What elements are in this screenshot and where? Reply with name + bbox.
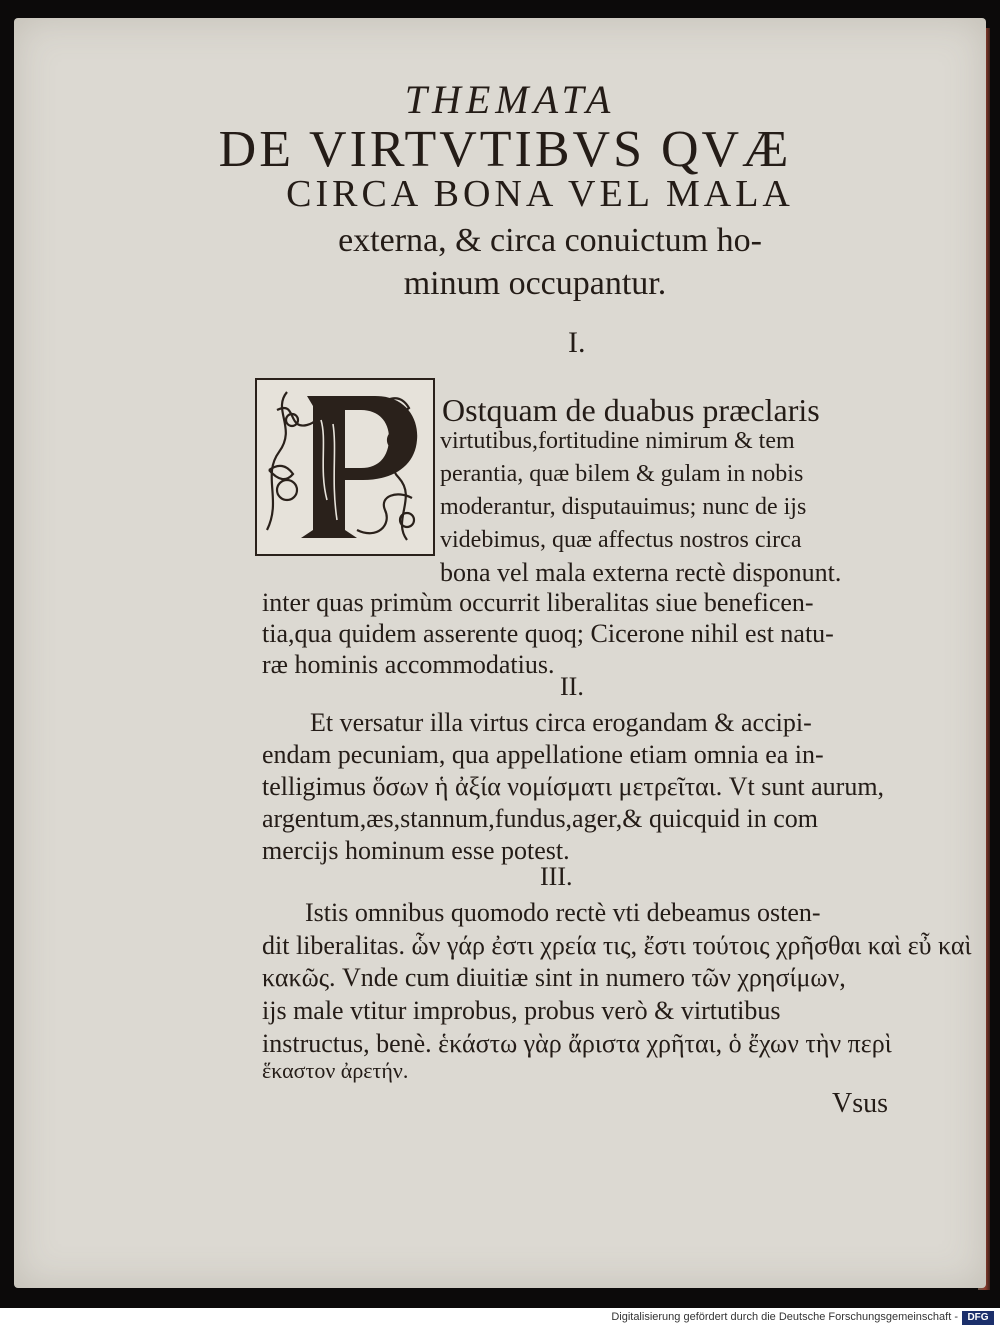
title-line-4: externa, & circa conuictum ho-	[338, 222, 762, 259]
section-3-line-3: κακῶς. Vnde cum diuitiæ sint in numero τῶν χρησίμων,	[262, 963, 846, 992]
section-numeral-2: II.	[560, 672, 584, 701]
section-3-line-5: instructus, benè. ἑκάστω γὰρ ἄριστα χρῆται, ὁ ἔχων τὴν περὶ	[262, 1029, 892, 1058]
section-1-line-8: tia,qua quidem asserente quoq; Cicerone nihil est natu-	[262, 619, 834, 648]
section-1-line-4: moderantur, disputauimus; nunc de ijs	[440, 494, 807, 520]
catchword: Vsus	[832, 1088, 889, 1119]
section-2-line-4: argentum,æs,stannum,fundus,ager,& quicquid in com	[262, 804, 818, 833]
title-line-5: minum occupantur.	[403, 265, 667, 302]
title-line-1: THEMATA	[404, 77, 616, 122]
section-3-line-1: Istis omnibus quomodo rectè vti debeamus osten-	[305, 898, 821, 927]
section-1-line-9: ræ hominis accommodatius.	[262, 650, 555, 679]
section-1-line-7: inter quas primùm occurrit liberalitas siue beneficen-	[262, 588, 814, 617]
section-1-line-6: bona vel mala externa rectè disponunt.	[440, 558, 842, 587]
footer-credit-text: Digitalisierung gefördert durch die Deutsche Forschungsgemeinschaft -	[611, 1311, 958, 1323]
dfg-logo-icon: DFG	[962, 1311, 994, 1325]
section-3-line-6: ἕκαστον ἀρετήν.	[262, 1058, 409, 1083]
section-numeral-3: III.	[540, 862, 573, 891]
section-2-line-3: telligimus ὅσων ἡ ἀξία νομίσματι μετρεῖται. Vt sunt aurum,	[262, 772, 885, 801]
title-line-2: DE VIRTVTIBVS QVÆ	[218, 121, 792, 178]
section-numeral-1: I.	[568, 326, 586, 359]
section-1-line-1: Ostquam de duabus præclaris	[442, 392, 820, 428]
ornamental-initial-p-icon	[255, 378, 435, 556]
title-line-3: CIRCA BONA VEL MALA	[286, 173, 794, 215]
section-2-line-2: endam pecuniam, qua appellatione etiam omnia ea in-	[262, 740, 824, 769]
section-3-line-2: dit liberalitas. ὧν γάρ ἐστι χρεία τις, ἔστι τούτοις χρῆσθαι καὶ εὖ καὶ	[262, 931, 972, 960]
section-3-line-4: ijs male vtitur improbus, probus verò & virtutibus	[262, 996, 781, 1025]
section-1-line-2: virtutibus,fortitudine nimirum & tem	[440, 428, 795, 454]
section-2-line-5: mercijs hominum esse potest.	[262, 836, 570, 865]
section-1-line-5: videbimus, quæ affectus nostros circa	[440, 527, 802, 553]
section-1-line-3: perantia, quæ bilem & gulam in nobis	[440, 461, 804, 487]
section-2-line-1: Et versatur illa virtus circa erogandam & accipi-	[310, 708, 812, 737]
